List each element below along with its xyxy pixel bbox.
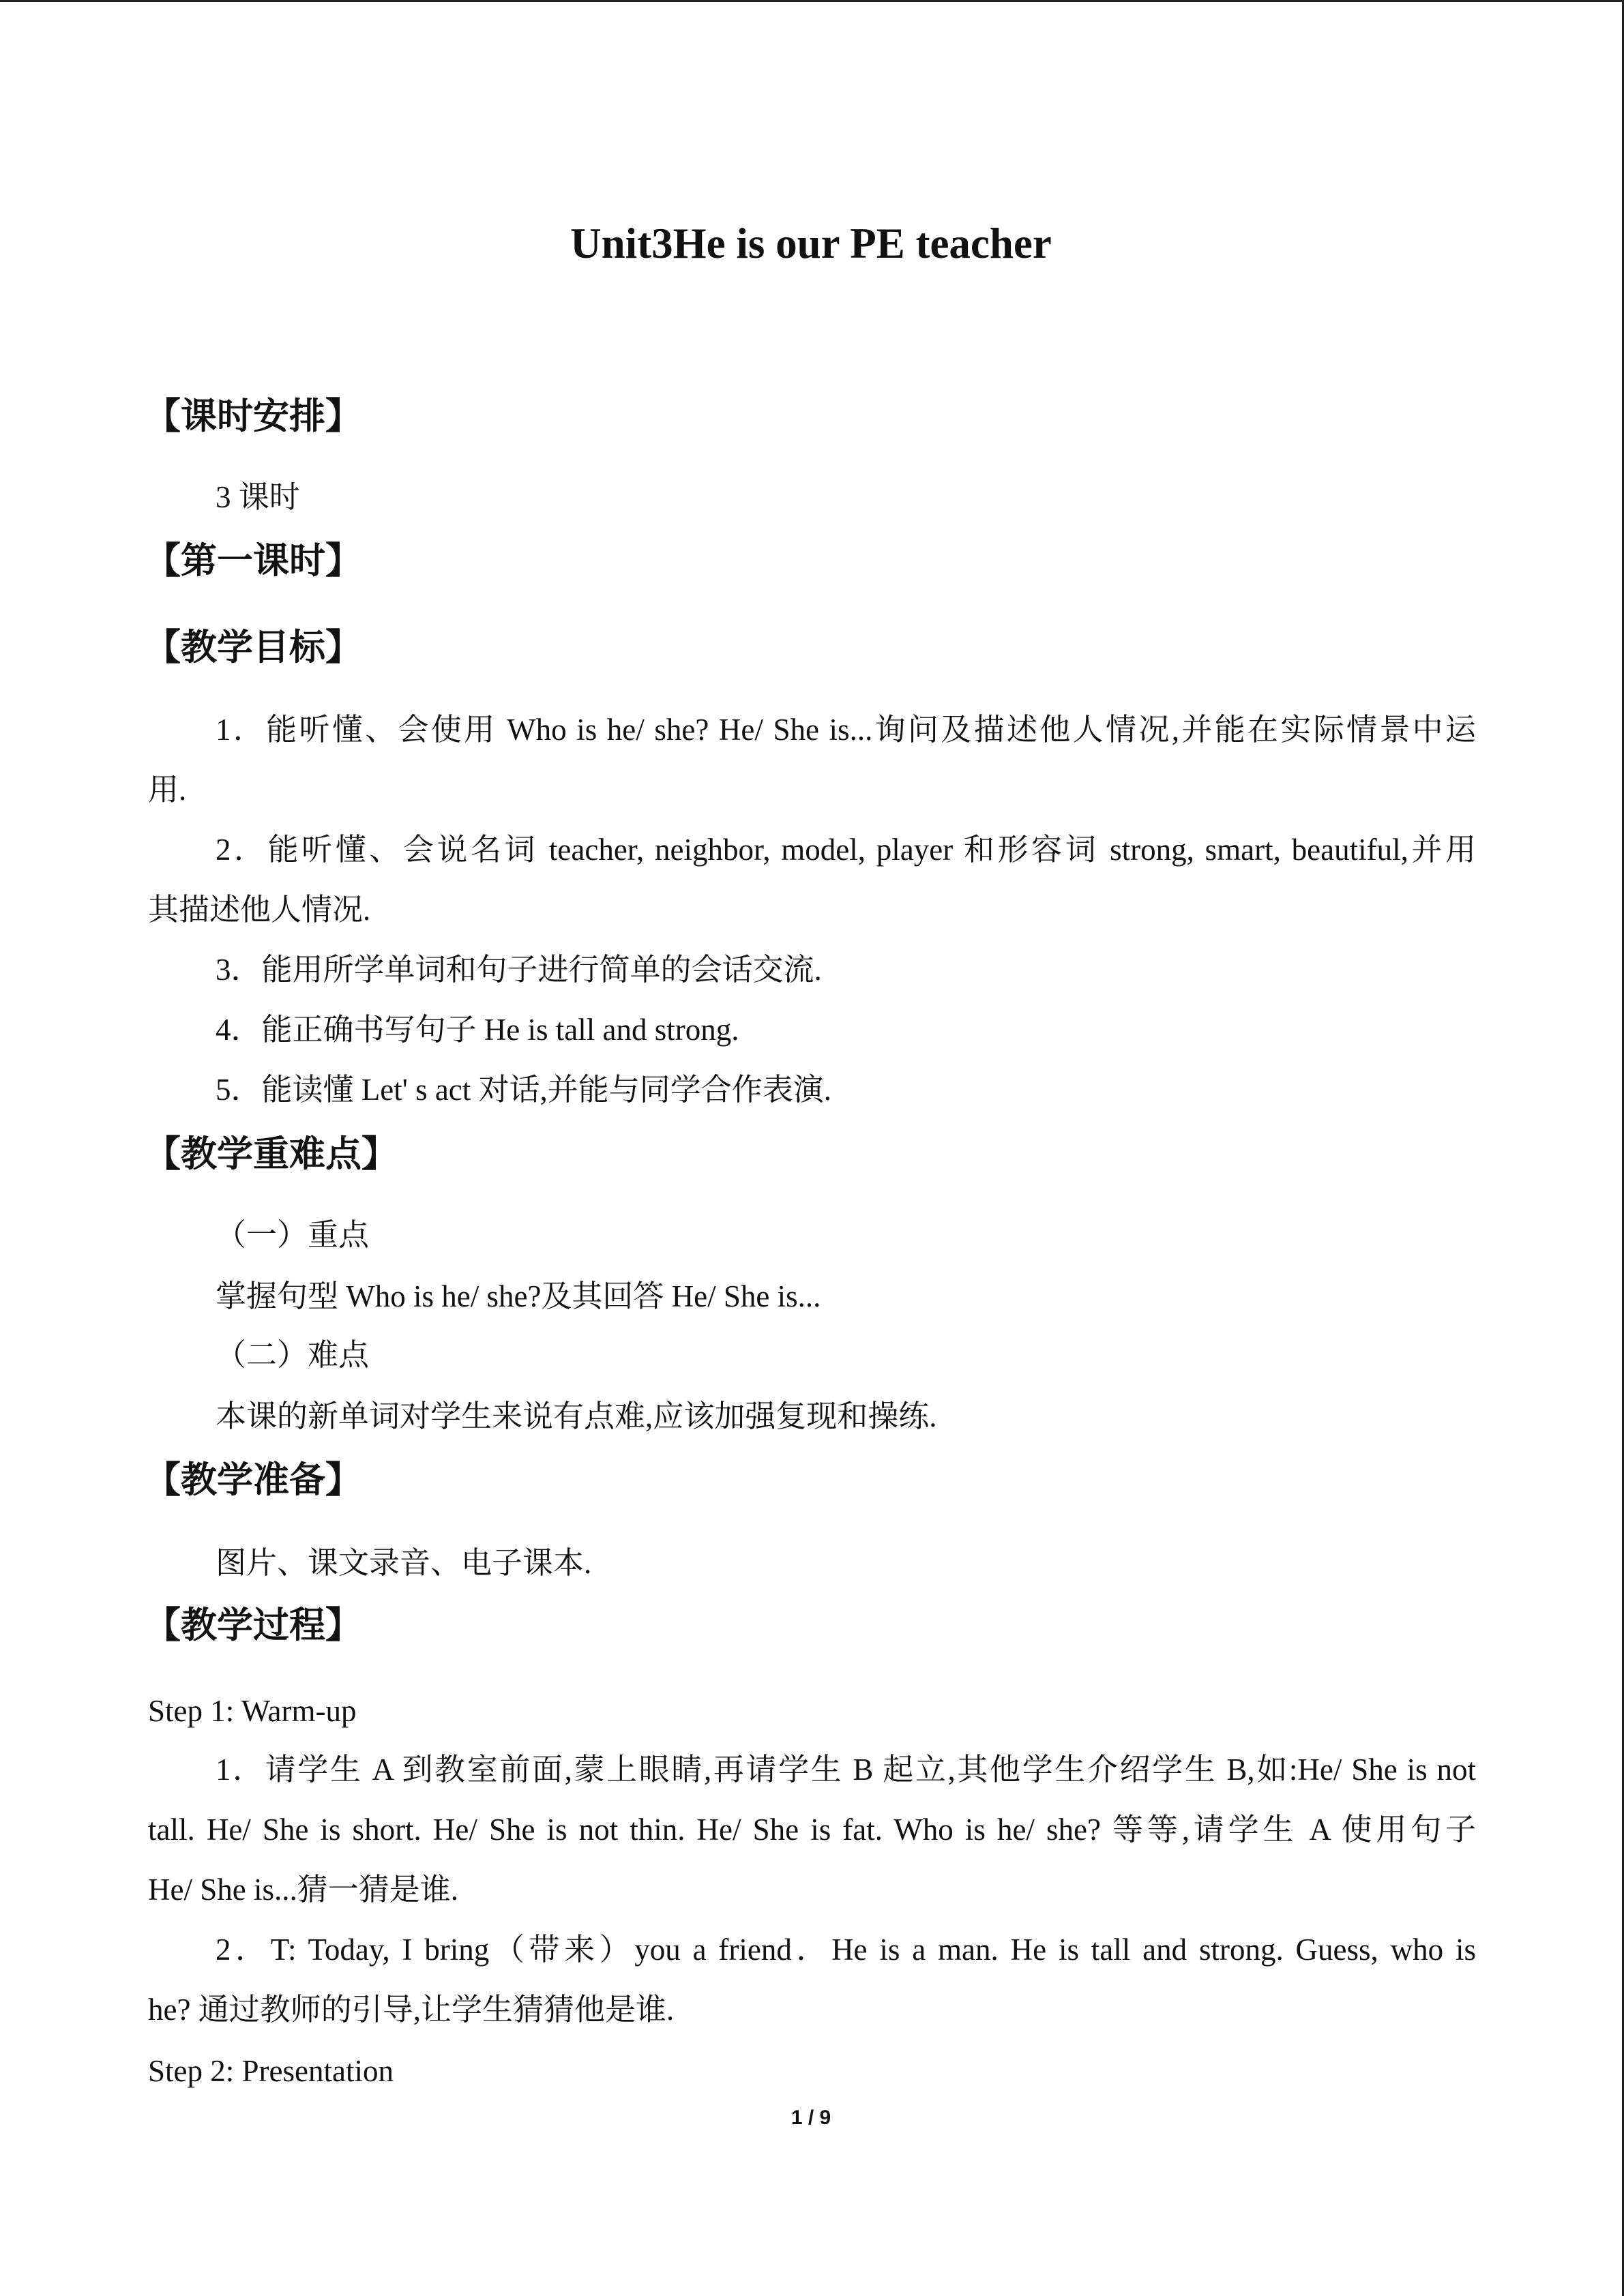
section-heading-objectives: 【教学目标】 xyxy=(145,627,361,668)
objective-line: 1．能听懂、会使用 Who is he/ she? He/ She is...询问及描述他人情况,并能在实际情景中运 xyxy=(216,713,1476,747)
objective-line: 3．能用所学单词和句子进行简单的会话交流. xyxy=(216,953,822,987)
objective-line: 2．能听懂、会说名词 teacher, neighbor, model, player 和形容词 strong, smart, beautiful,并用 xyxy=(216,833,1476,867)
step-line: 1．请学生 A 到教室前面,蒙上眼睛,再请学生 B 起立,其他学生介绍学生 B,如:He/ She is not xyxy=(216,1753,1476,1787)
step-line: tall. He/ She is short. He/ She is not thin. He/ She is fat. Who is he/ she? 等等,请学生 A 使用句子 xyxy=(148,1813,1476,1847)
section-heading-key-points: 【教学重难点】 xyxy=(145,1134,398,1174)
section-heading-process: 【教学过程】 xyxy=(145,1605,361,1645)
section-heading-lesson1: 【第一课时】 xyxy=(145,541,361,581)
preparation-text: 图片、课文录音、电子课本. xyxy=(216,1546,592,1580)
objective-line: 5．能读懂 Let' s act 对话,并能与同学合作表演. xyxy=(216,1073,832,1107)
section-heading-schedule: 【课时安排】 xyxy=(145,396,361,436)
page-number: 1 / 9 xyxy=(791,2106,831,2129)
step-line: 2．T: Today, I bring（带来）you a friend．He is a man. He is tall and strong. Guess, who is xyxy=(216,1933,1476,1967)
difficult-point-label: （二）难点 xyxy=(216,1338,370,1372)
step-title: Step 1: Warm-up xyxy=(148,1694,357,1728)
step-line: He/ She is...猜一猜是谁. xyxy=(148,1873,458,1907)
schedule-text: 3 课时 xyxy=(216,480,300,514)
step-title: Step 2: Presentation xyxy=(148,2054,394,2088)
section-heading-preparation: 【教学准备】 xyxy=(145,1460,361,1500)
document-title: Unit3He is our PE teacher xyxy=(570,220,1052,267)
objective-line: 其描述他人情况. xyxy=(148,893,371,927)
key-point-text: 掌握句型 Who is he/ she?及其回答 He/ She is... xyxy=(216,1279,821,1313)
objective-line: 用. xyxy=(148,773,187,807)
difficult-point-text: 本课的新单词对学生来说有点难,应该加强复现和操练. xyxy=(216,1399,937,1433)
objective-line: 4．能正确书写句子 He is tall and strong. xyxy=(216,1013,739,1047)
step-line: he? 通过教师的引导,让学生猜猜他是谁. xyxy=(148,1993,675,2027)
key-point-label: （一）重点 xyxy=(216,1218,370,1252)
